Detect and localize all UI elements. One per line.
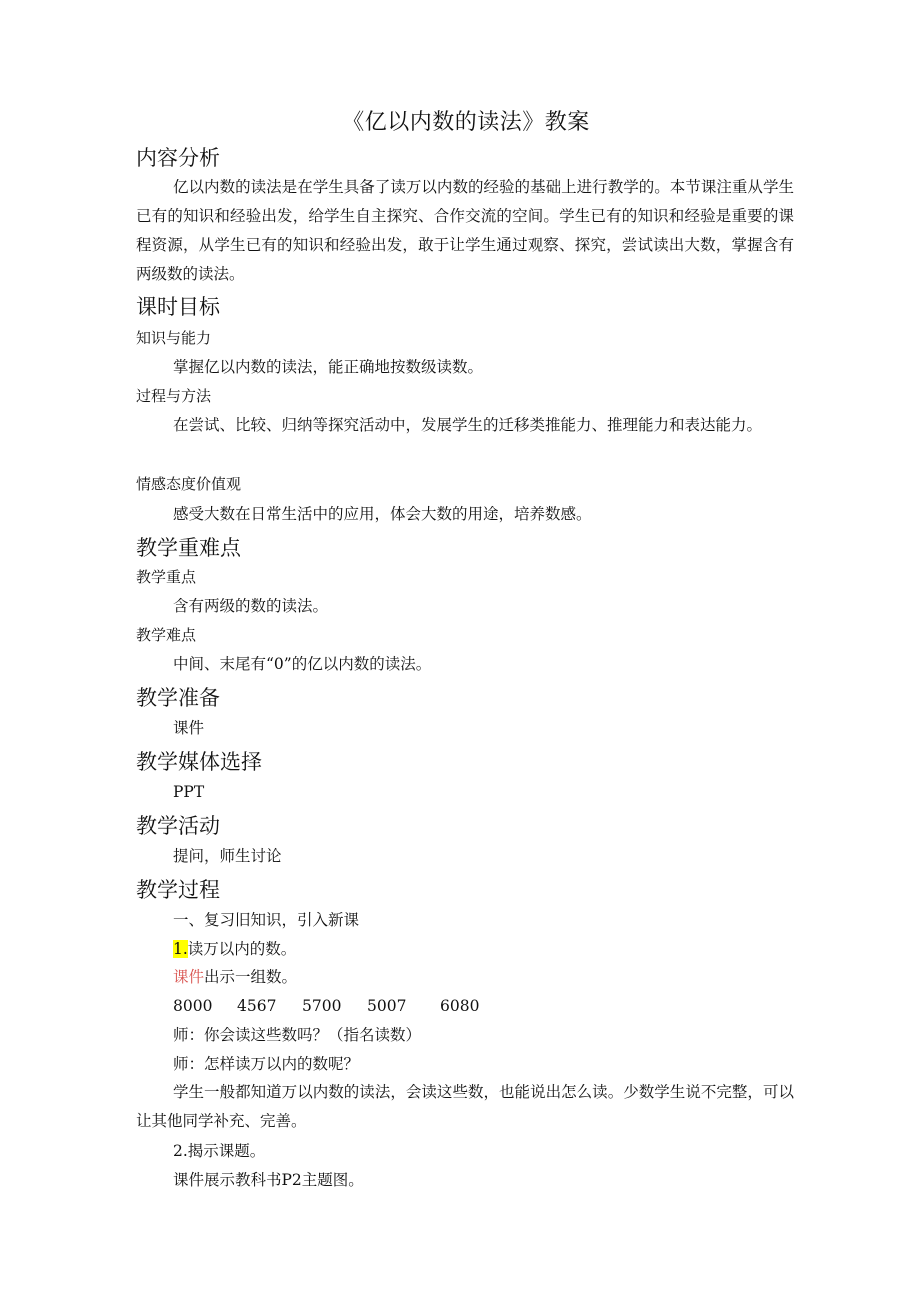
- teacher-question-1: 师：你会读这些数吗？（指名读数）: [173, 1026, 422, 1044]
- process-step-1: 一、复习旧知识，引入新课: [173, 911, 360, 929]
- label-attitude-values: 情感态度价值观: [136, 475, 242, 493]
- number-item: 5700: [302, 997, 342, 1015]
- heading-preparation: 教学准备: [136, 686, 220, 710]
- courseware-line-text: 出示一组数。: [204, 968, 298, 986]
- courseware-line: [173, 966, 297, 988]
- number-row: [173, 995, 479, 1017]
- content-analysis-paragraph: 亿以内数的读法是在学生具备了读万以内数的经验的基础上进行教学的。本节课注重从学生已有的知识和经验出发，给学生自主探究、合作交流的空间。学生已有的知识和经验是重要的课程资源，从学生已有的知识和经验出发，敢于让学生通过观察、探究，尝试读出大数，掌握含有两级数的读法。: [136, 178, 794, 283]
- media-text: PPT: [173, 783, 205, 801]
- number-item: 5007: [367, 997, 407, 1015]
- process-item-2-text: 课件展示教科书P2主题图。: [173, 1171, 364, 1189]
- heading-activity: 教学活动: [136, 814, 220, 838]
- number-item: 4567: [237, 997, 277, 1015]
- process-item-2: 2.揭示课题。: [173, 1142, 266, 1160]
- preparation-text: 课件: [173, 719, 205, 737]
- heading-media: 教学媒体选择: [136, 750, 262, 774]
- teaching-difficulty-text: 中间、末尾有“0”的亿以内数的读法。: [173, 655, 432, 673]
- activity-text: 提问，师生讨论: [173, 847, 282, 865]
- heading-content-analysis: 内容分析: [136, 146, 220, 170]
- document-title: 《亿以内数的读法》教案: [342, 110, 590, 135]
- heading-key-points: 教学重难点: [136, 536, 241, 560]
- courseware-keyword: 课件: [173, 968, 205, 986]
- label-teaching-difficulty: 教学难点: [136, 626, 197, 644]
- knowledge-ability-text: 掌握亿以内数的读法，能正确地按数级读数。: [173, 358, 484, 376]
- process-item-1-text: 读万以内的数。: [187, 940, 297, 958]
- process-item-1: [173, 938, 296, 960]
- label-process-method: 过程与方法: [136, 387, 212, 405]
- teacher-question-2: 师：怎样读万以内的数呢？: [173, 1055, 360, 1073]
- teaching-focus-text: 含有两级的数的读法。: [173, 597, 329, 615]
- number-item: 8000: [173, 997, 213, 1015]
- heading-process: 教学过程: [136, 878, 220, 902]
- heading-objectives: 课时目标: [136, 295, 220, 319]
- attitude-values-text: 感受大数在日常生活中的应用，体会大数的用途，培养数感。: [173, 505, 592, 523]
- number-item: 6080: [440, 997, 480, 1015]
- label-knowledge-ability: 知识与能力: [136, 329, 212, 347]
- highlighted-item-number: 1.: [173, 940, 188, 958]
- student-note-paragraph: 学生一般都知道万以内数的读法，会读这些数，也能说出怎么读。少数学生说不完整，可以让其他同学补充、完善。: [136, 1083, 794, 1130]
- label-teaching-focus: 教学重点: [136, 568, 197, 586]
- process-method-text: 在尝试、比较、归纳等探究活动中，发展学生的迁移类推能力、推理能力和表达能力。: [173, 416, 763, 434]
